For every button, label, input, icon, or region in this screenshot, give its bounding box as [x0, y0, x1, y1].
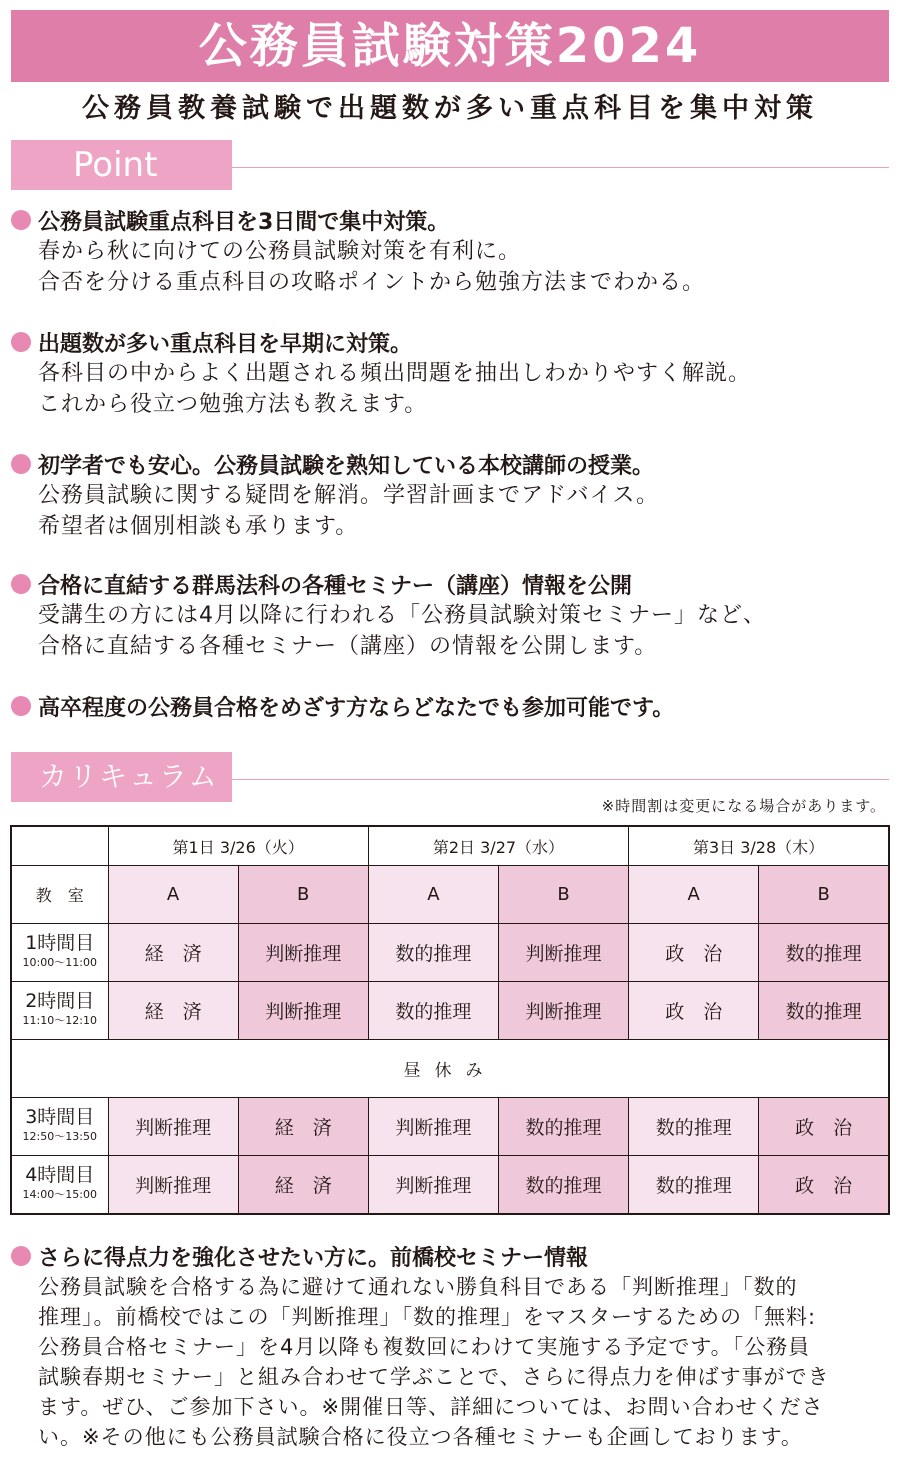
period-time: 10:00～11:00: [22, 955, 97, 969]
corner-cell: [11, 826, 108, 866]
curriculum-table: [10, 825, 890, 1215]
point-line: 各科目の中からよく出題される頻出問題を抽出しわかりやすく解説。: [38, 361, 752, 386]
period-header: [11, 982, 108, 1040]
point-divider: [232, 167, 889, 168]
bullet-icon: [11, 1246, 31, 1266]
room-cell: B: [238, 866, 368, 924]
seminar-line: ます。ぜひ、ご参加下さい。※開催日等、詳細については、お問い合わせくださ: [38, 1395, 824, 1419]
point-item-3: [11, 448, 889, 542]
point-heading: 合格に直結する群馬法科の各種セミナー（講座）情報を公開: [38, 573, 633, 599]
bullet-icon: [11, 454, 31, 474]
subject-cell: 経 済: [238, 1156, 368, 1215]
seminar-line: 試験春期セミナー」と組み合わせて学ぶことで、さらに得点力を伸ばす事ができ: [38, 1365, 830, 1389]
bullet-icon: [11, 574, 31, 594]
point-heading: 高卒程度の公務員合格をめざす方ならどなたでも参加可能です。: [38, 695, 675, 721]
point-item-2: [11, 326, 889, 420]
period-time: 12:50～13:50: [22, 1129, 97, 1143]
room-cell: A: [108, 866, 238, 924]
subject-cell: 政 治: [759, 1098, 889, 1156]
subject-cell: 数的推理: [498, 1156, 628, 1215]
subject-cell: 経 済: [238, 1098, 368, 1156]
point-item-1: [11, 204, 889, 298]
room-cell: A: [629, 866, 759, 924]
room-label: 教 室: [11, 866, 108, 924]
period-name: 3時間目: [25, 1105, 95, 1128]
room-cell: B: [498, 866, 628, 924]
seminar-info: [11, 1240, 889, 1452]
lunch-break-cell: 昼休み: [11, 1040, 889, 1098]
subject-cell: 判断推理: [498, 924, 628, 982]
point-item-4: [11, 568, 889, 662]
period-name: 1時間目: [25, 931, 95, 954]
subject-cell: 数的推理: [759, 982, 889, 1040]
period-name: 4時間目: [25, 1163, 95, 1186]
bullet-icon: [11, 210, 31, 230]
subject-cell: 経 済: [108, 924, 238, 982]
seminar-heading: さらに得点力を強化させたい方に。前橋校セミナー情報: [38, 1245, 589, 1271]
point-line: 公務員試験に関する疑問を解消。学習計画までアドバイス。: [38, 483, 660, 508]
schedule-note: ※時間割は変更になる場合があります。: [601, 797, 886, 815]
subject-cell: 数的推理: [368, 924, 498, 982]
table-row: [11, 982, 889, 1040]
seminar-line: い。※その他にも公務員試験合格に役立つ各種セミナーも企画しております。: [38, 1425, 803, 1449]
subject-cell: 経 済: [108, 982, 238, 1040]
page-title: 公務員試験対策2024: [11, 10, 889, 82]
subject-cell: 数的推理: [629, 1098, 759, 1156]
room-cell: A: [368, 866, 498, 924]
bullet-icon: [11, 332, 31, 352]
subject-cell: 判断推理: [108, 1156, 238, 1215]
period-header: [11, 924, 108, 982]
room-cell: B: [759, 866, 889, 924]
subject-cell: 数的推理: [629, 1156, 759, 1215]
point-line: 合格に直結する各種セミナー（講座）の情報を公開します。: [38, 634, 658, 659]
subject-cell: 判断推理: [238, 982, 368, 1040]
point-item-5: [11, 690, 889, 722]
table-row: [11, 826, 889, 866]
table-row: [11, 1040, 889, 1098]
day-header: 第1日 3/26（火）: [108, 826, 368, 866]
point-heading: 出題数が多い重点科目を早期に対策。: [38, 331, 413, 357]
curriculum-divider: [232, 779, 889, 780]
subject-cell: 判断推理: [108, 1098, 238, 1156]
period-time: 14:00～15:00: [22, 1187, 97, 1201]
point-line: 春から秋に向けての公務員試験対策を有利に。: [38, 239, 522, 264]
subject-cell: 判断推理: [368, 1098, 498, 1156]
point-heading: 初学者でも安心。公務員試験を熟知している本校講師の授業。: [38, 453, 655, 479]
subject-cell: 判断推理: [498, 982, 628, 1040]
curriculum-section-tab: カリキュラム: [11, 752, 232, 802]
period-header: [11, 1156, 108, 1215]
subject-cell: 数的推理: [759, 924, 889, 982]
subject-cell: 判断推理: [238, 924, 368, 982]
subject-cell: 数的推理: [368, 982, 498, 1040]
table-row: [11, 1098, 889, 1156]
subject-cell: 政 治: [629, 982, 759, 1040]
point-line: 希望者は個別相談も承ります。: [38, 514, 359, 539]
seminar-line: 公務員試験を合格する為に避けて通れない勝負科目である「判断推理」「数的: [38, 1275, 798, 1299]
day-header: 第3日 3/28（木）: [629, 826, 889, 866]
seminar-line: 公務員合格セミナー」を4月以降も複数回にわけて実施する予定です。「公務員: [38, 1335, 811, 1359]
period-header: [11, 1098, 108, 1156]
subject-cell: 政 治: [759, 1156, 889, 1215]
bullet-icon: [11, 696, 31, 716]
point-line: 受講生の方には4月以降に行われる「公務員試験対策セミナー」など、: [38, 603, 766, 628]
point-section-tab: Point: [11, 140, 232, 190]
subject-cell: 数的推理: [498, 1098, 628, 1156]
period-time: 11:10～12:10: [22, 1013, 97, 1027]
subject-cell: 判断推理: [368, 1156, 498, 1215]
seminar-line: 推理」。前橋校ではこの「判断推理」「数的推理」をマスターするための「無料:: [38, 1305, 817, 1329]
point-line: 合否を分ける重点科目の攻略ポイントから勉強方法までわかる。: [38, 270, 706, 295]
subject-cell: 政 治: [629, 924, 759, 982]
table-row: [11, 1156, 889, 1215]
day-header: 第2日 3/27（水）: [368, 826, 628, 866]
page-subtitle: 公務員教養試験で出題数が多い重点科目を集中対策: [82, 93, 818, 124]
period-name: 2時間目: [25, 989, 95, 1012]
table-row: [11, 924, 889, 982]
point-heading: 公務員試験重点科目を3日間で集中対策。: [38, 209, 450, 235]
table-row: [11, 866, 889, 924]
point-line: これから役立つ勉強方法も教えます。: [38, 392, 428, 417]
